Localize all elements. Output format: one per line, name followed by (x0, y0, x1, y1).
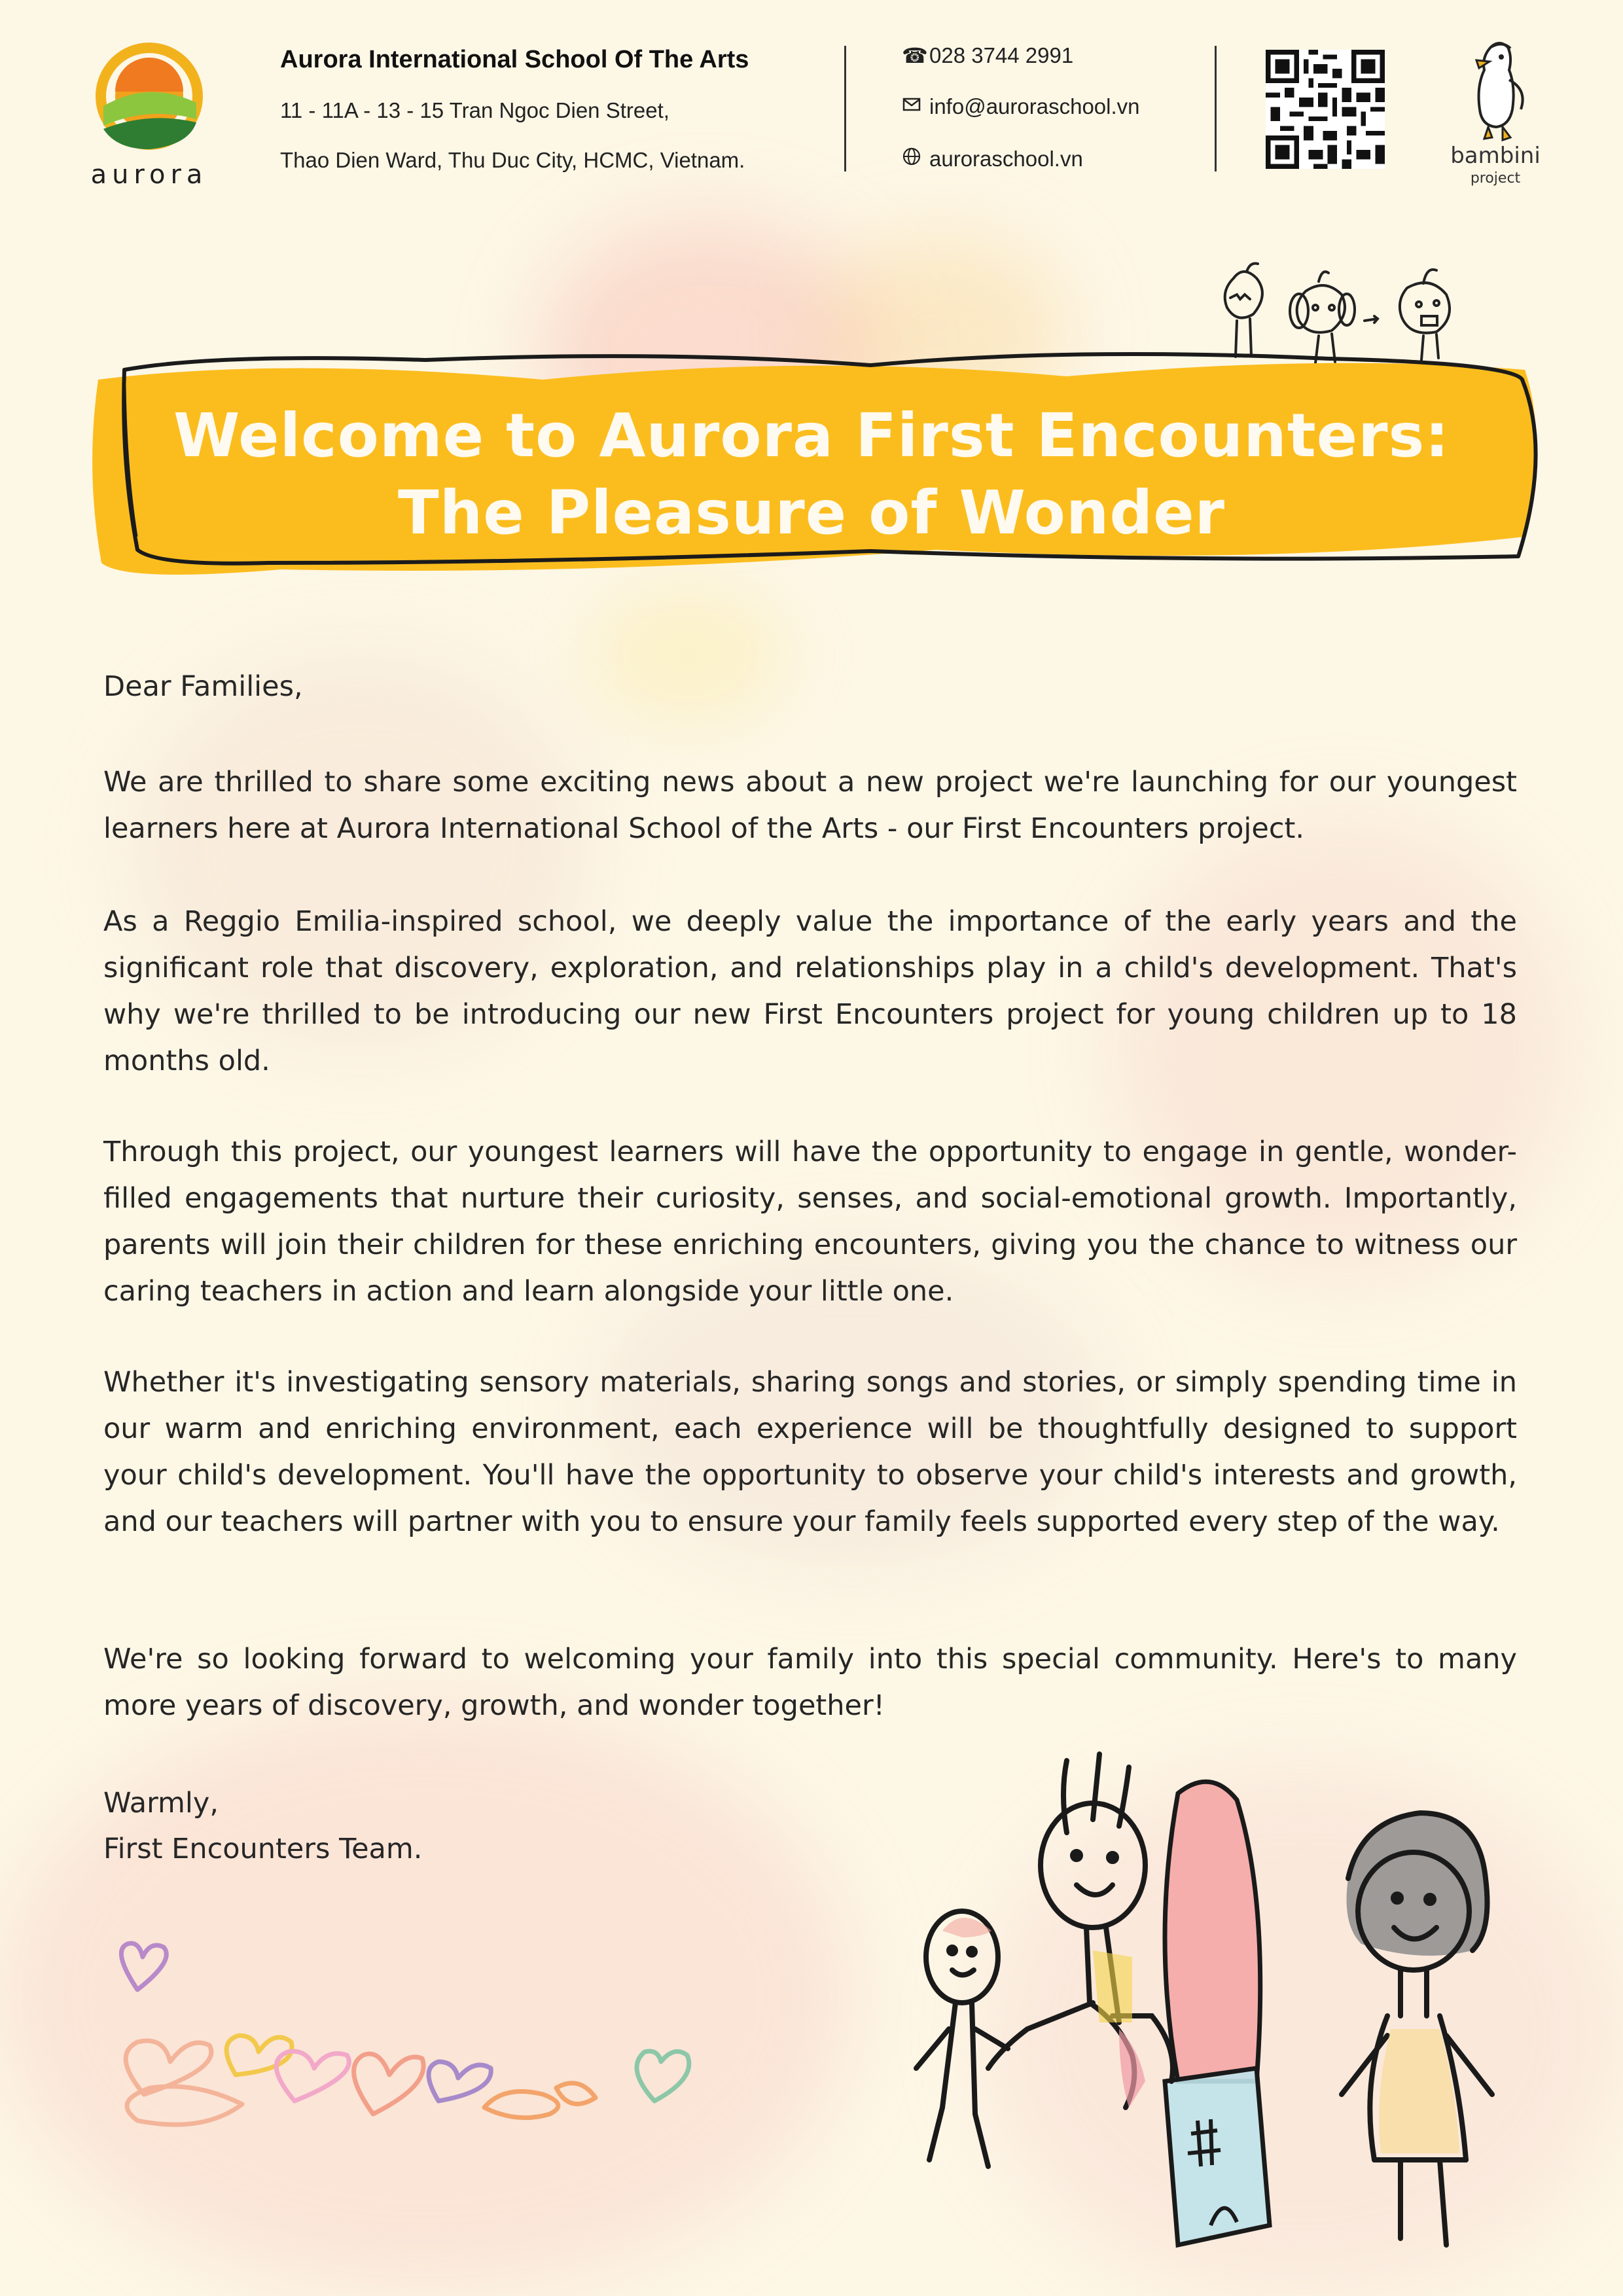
address-line-1: 11 - 11A - 13 - 15 Tran Ngoc Dien Street, (280, 98, 669, 122)
website-contact[interactable] (902, 147, 1083, 171)
mail-icon (902, 94, 929, 119)
partner-name: bambini (1450, 143, 1541, 169)
phone-number: 028 3744 2991 (929, 43, 1074, 67)
family-drawing (903, 1741, 1512, 2296)
phone-icon: ☎ (902, 44, 928, 67)
paragraph-1: We are thrilled to share some exciting news about a new project we're launching for our youngest learners here at Aurora International School of the Arts - our First Encounters project. (103, 766, 1517, 845)
greeting: Dear Families, (103, 670, 303, 703)
partner-subtitle: project (1470, 170, 1521, 187)
email-contact[interactable] (902, 94, 1140, 119)
phone-contact[interactable] (902, 43, 1073, 68)
banner-title-line-2: The Pleasure of Wonder (398, 478, 1225, 548)
closing: Warmly, (103, 1787, 219, 1820)
logo-block (84, 34, 215, 204)
paragraph-3: Through this project, our youngest learners will have the opportunity to engage in gentle, wonder-filled engagements that nurture their curiosity, senses, and social-emotional growth. Importantly, parents will join their children for these enriching encounters, giving you the chance to witness our caring teachers in action and learn alongside your little one. (103, 1136, 1517, 1308)
address-line-2: Thao Dien Ward, Thu Duc City, HCMC, Vietnam. (280, 148, 745, 172)
globe-icon (902, 147, 929, 171)
website-url: auroraschool.vn (929, 147, 1083, 171)
qr-code[interactable] (1266, 50, 1385, 169)
school-name: Aurora International School Of The Arts (280, 46, 749, 73)
paragraph-2: As a Reggio Emilia-inspired school, we deeply value the importance of the early years and the significant role that discovery, exploration, and relationships play in a child's development. That's why we're thrilled to be introducing our new First Encounters project for young children up to 18 months old. (103, 905, 1517, 1077)
header-divider (1215, 46, 1217, 171)
header-divider (844, 46, 846, 171)
banner-title-line-1: Welcome to Aurora First Encounters: (173, 401, 1450, 471)
paragraph-5: We're so looking forward to welcoming your family into this special community. Here's to many more years of discovery, growth, and wonder together! (103, 1643, 1517, 1722)
bambini-logo (1450, 34, 1542, 145)
logo-wordmark: aurora (90, 160, 208, 190)
signature: First Encounters Team. (103, 1833, 423, 1865)
paragraph-4: Whether it's investigating sensory materials, sharing songs and stories, or simply spending time in our warm and enriching environment, each experience will be thoughtfully designed to support your child's development. You'll have the opportunity to observe your child's interests and growth, and our teachers will partner with you to ensure your family feels supported every step of the way. (103, 1366, 1517, 1538)
email-address: info@auroraschool.vn (929, 94, 1140, 118)
hearts-doodle (98, 1937, 720, 2173)
